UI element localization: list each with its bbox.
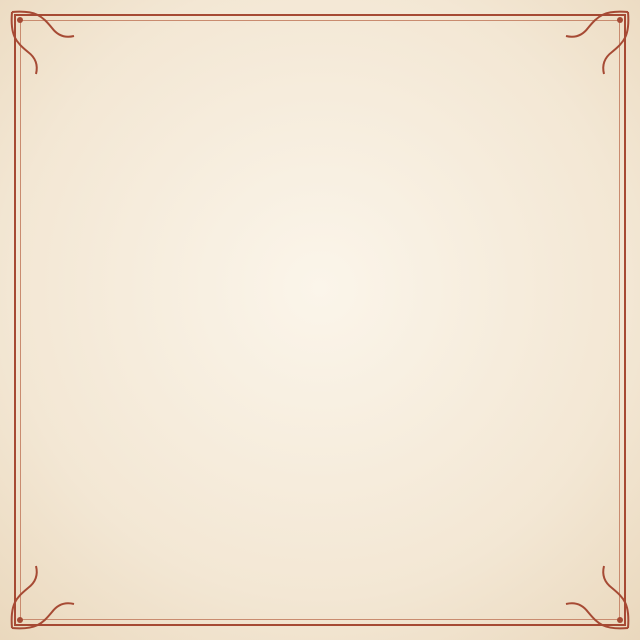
script-line bbox=[33, 114, 607, 136]
corner-ornament-icon bbox=[8, 560, 80, 632]
spacer bbox=[33, 306, 607, 326]
script-line bbox=[33, 454, 607, 476]
spacer bbox=[33, 158, 607, 178]
corner-ornament-icon bbox=[560, 8, 632, 80]
script-line bbox=[33, 348, 607, 370]
script-line bbox=[33, 220, 607, 242]
script-body bbox=[33, 92, 607, 498]
script-line bbox=[33, 242, 607, 264]
spacer bbox=[33, 264, 607, 284]
corner-ornament-icon bbox=[8, 8, 80, 80]
script-line bbox=[33, 390, 607, 412]
script-line bbox=[33, 92, 607, 114]
spacer bbox=[33, 200, 607, 220]
script-line bbox=[33, 476, 607, 498]
spacer bbox=[33, 434, 607, 454]
spacer bbox=[33, 370, 607, 390]
script-line bbox=[33, 136, 607, 158]
script-line bbox=[33, 284, 607, 306]
corner-ornament-icon bbox=[560, 560, 632, 632]
script-line bbox=[33, 326, 607, 348]
script-line bbox=[33, 412, 607, 434]
script-line bbox=[33, 178, 607, 200]
